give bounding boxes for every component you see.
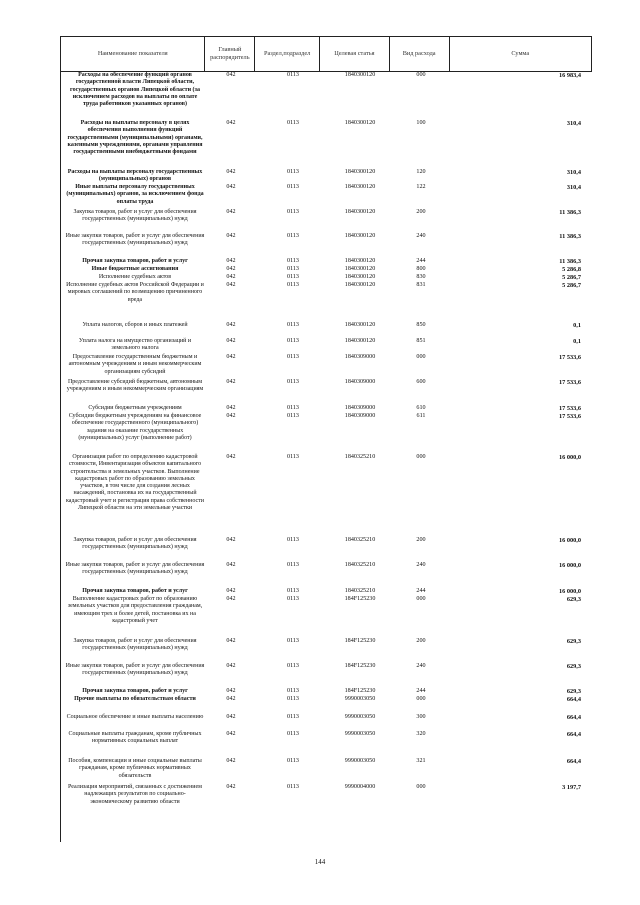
row-section: 0113 [287, 454, 299, 460]
row-type: 611 [416, 413, 426, 419]
row-article: 1840300120 [344, 274, 376, 280]
row-sum: 5 286,7 [562, 274, 581, 281]
row-admin: 042 [226, 454, 236, 460]
row-article: 1840325210 [344, 537, 376, 543]
row-section: 0113 [287, 588, 299, 594]
row-article: 9990003050 [344, 731, 376, 737]
row-admin: 042 [226, 405, 236, 411]
row-article: 9990003050 [344, 714, 376, 720]
row-type: 122 [416, 184, 426, 190]
row-sum: 17 533,6 [558, 354, 581, 361]
row-sum: 0,1 [573, 338, 581, 345]
row-type: 600 [416, 379, 426, 385]
row-section: 0113 [287, 784, 299, 790]
row-type: 300 [416, 714, 426, 720]
row-type: 244 [416, 588, 426, 594]
row-name: Расходы на обеспечение функций органов государственной власти Липецкой области, государственных органов Липецкой области (за исключением расходов на выплаты по оплате труда работников указанных органов) [70, 72, 200, 108]
row-name: Пособия, компенсации и иные социальные выплаты гражданам, кроме публичных нормативных обязательств [68, 758, 202, 779]
row-sum: 664,4 [566, 758, 581, 765]
row-sum: 3 197,7 [562, 784, 581, 791]
row-type: 830 [416, 274, 426, 280]
row-sum: 16 000,0 [558, 562, 581, 569]
row-type: 200 [416, 537, 426, 543]
row-name: Уплата налогов, сборов и иных платежей [82, 322, 188, 328]
row-type: 320 [416, 731, 426, 737]
row-type: 120 [416, 169, 426, 175]
row-section: 0113 [287, 379, 299, 385]
row-name: Закупка товаров, работ и услуг для обеспечения государственных (муниципальных) нужд [73, 537, 197, 551]
row-admin: 042 [226, 588, 236, 594]
row-section: 0113 [287, 663, 299, 669]
row-name: Исполнение судебных актов [98, 274, 172, 280]
row-name: Расходы на выплаты персоналу в целях обеспечения выполнения функций государственными (муниципальными) органами, казенными учреждениями, органами управления государственными внебюджетными фондами [67, 120, 203, 156]
row-type: 850 [416, 322, 426, 328]
row-article: 9990004000 [344, 784, 376, 790]
row-name: Организация работ по определению кадастровой стоимости, Инвентаризация объектов капитального строительства и земельных участков. Выполнение кадастровых работ по образованию земельных участков, в том числе для создания лесных насаждений, постановка их на государственный кадастровый учет и регистрация права собственности Липецкой области на эти земельные участки [65, 454, 204, 512]
row-admin: 042 [226, 537, 236, 543]
row-admin: 042 [226, 663, 236, 669]
row-admin: 042 [226, 596, 236, 602]
row-section: 0113 [287, 638, 299, 644]
row-name: Субсидии бюджетным учреждениям [88, 405, 182, 411]
row-article: 9990003050 [344, 758, 376, 764]
row-name: Предоставление государственным бюджетным и автономным учреждениям и иным некоммерческим организациям субсидий [68, 354, 202, 375]
header-article: Целевая статья [320, 37, 390, 71]
row-name: Реализация мероприятий, связанных с достижением надлежащих результатов по социально-экономическому развитию области [68, 784, 202, 805]
row-type: 000 [416, 454, 426, 460]
row-section: 0113 [287, 322, 299, 328]
row-section: 0113 [287, 596, 299, 602]
row-sum: 11 386,3 [559, 233, 581, 240]
row-section: 0113 [287, 258, 299, 264]
row-section: 0113 [287, 274, 299, 280]
row-sum: 11 386,3 [559, 209, 581, 216]
row-article: 1840300120 [344, 184, 376, 190]
row-sum: 17 533,6 [558, 413, 581, 420]
row-name: Иные выплаты персоналу государственных (муниципальных) органов, за исключением фонда оплаты труда [66, 184, 204, 205]
table-body [60, 72, 592, 842]
row-sum: 16 000,0 [558, 588, 581, 595]
row-article: 1840325210 [344, 588, 376, 594]
row-admin: 042 [226, 258, 236, 264]
row-type: 831 [416, 282, 426, 288]
row-sum: 310,4 [566, 169, 581, 176]
row-article: 1840300120 [344, 72, 376, 78]
header-admin: Главный распорядитель [205, 37, 255, 71]
row-admin: 042 [226, 338, 236, 344]
row-name: Прочие выплаты по обязательствам области [74, 696, 196, 702]
row-admin: 042 [226, 266, 236, 272]
row-section: 0113 [287, 696, 299, 702]
row-article: 1840325210 [344, 454, 376, 460]
row-type: 321 [416, 758, 426, 764]
row-name: Прочая закупка товаров, работ и услуг [82, 688, 188, 694]
header-section: Раздел,подраздел [255, 37, 320, 71]
row-admin: 042 [226, 184, 236, 190]
row-type: 000 [416, 72, 426, 78]
row-type: 000 [416, 354, 426, 360]
row-admin: 042 [226, 758, 236, 764]
header-sum: Сумма [511, 50, 530, 58]
row-sum: 629,3 [566, 638, 581, 645]
row-article: 1840309000 [344, 413, 376, 419]
row-article: 1840309000 [344, 405, 376, 411]
row-section: 0113 [287, 233, 299, 239]
row-name: Субсидии бюджетным учреждениям на финансовое обеспечение государственного (муниципального) задания на оказание государственных (муниципальных) услуг (выполнение работ) [68, 413, 202, 441]
row-name: Расходы на выплаты персоналу государственных (муниципальных) органов [67, 169, 203, 183]
row-article: 9990003050 [344, 696, 376, 702]
row-type: 244 [416, 258, 426, 264]
row-admin: 042 [226, 688, 236, 694]
row-section: 0113 [287, 714, 299, 720]
row-sum: 11 386,3 [559, 258, 581, 265]
row-article: 184F125230 [344, 638, 376, 644]
row-name: Иные закупки товаров, работ и услуг для обеспечения государственных (муниципальных) нужд [65, 233, 205, 247]
row-type: 610 [416, 405, 426, 411]
row-article: 1840300120 [344, 338, 376, 344]
row-admin: 042 [226, 354, 236, 360]
row-sum: 664,4 [566, 696, 581, 703]
row-name: Исполнение судебных актов Российской Федерации и мировых соглашений по возмещению причиненного вреда [66, 282, 204, 303]
row-section: 0113 [287, 758, 299, 764]
row-article: 184F125230 [344, 663, 376, 669]
page-number: 144 [314, 858, 326, 866]
row-type: 800 [416, 266, 426, 272]
row-admin: 042 [226, 731, 236, 737]
row-admin: 042 [226, 209, 236, 215]
row-section: 0113 [287, 354, 299, 360]
row-type: 000 [416, 696, 426, 702]
row-sum: 16 000,0 [558, 537, 581, 544]
row-article: 1840309000 [344, 379, 376, 385]
row-admin: 042 [226, 413, 236, 419]
row-sum: 310,4 [566, 120, 581, 127]
row-admin: 042 [226, 233, 236, 239]
row-section: 0113 [287, 169, 299, 175]
row-type: 240 [416, 562, 426, 568]
row-admin: 042 [226, 784, 236, 790]
row-article: 1840300120 [344, 258, 376, 264]
row-sum: 0,1 [573, 322, 581, 329]
row-section: 0113 [287, 413, 299, 419]
row-section: 0113 [287, 731, 299, 737]
row-sum: 16 983,4 [558, 72, 581, 79]
row-section: 0113 [287, 72, 299, 78]
row-article: 1840325210 [344, 562, 376, 568]
row-type: 851 [416, 338, 426, 344]
row-type: 000 [416, 784, 426, 790]
row-type: 244 [416, 688, 426, 694]
table-header [60, 36, 592, 72]
row-name: Социальные выплаты гражданам, кроме публичных нормативных социальных выплат [68, 731, 202, 745]
row-sum: 664,4 [566, 731, 581, 738]
row-name: Выполнение кадастровых работ по образованию земельных участков для предоставления гражданам, имеющим трех и более детей, постановка их на кадастровый учет [67, 596, 203, 624]
row-name: Уплата налога на имущество организаций и земельного налога [78, 338, 192, 352]
row-sum: 5 286,8 [562, 266, 581, 273]
row-section: 0113 [287, 209, 299, 215]
row-name: Закупка товаров, работ и услуг для обеспечения государственных (муниципальных) нужд [73, 209, 197, 223]
row-section: 0113 [287, 537, 299, 543]
row-article: 184F125230 [344, 596, 376, 602]
row-article: 1840300120 [344, 120, 376, 126]
row-type: 200 [416, 209, 426, 215]
row-sum: 664,4 [566, 714, 581, 721]
row-name: Прочая закупка товаров, работ и услуг [82, 258, 188, 264]
row-type: 200 [416, 638, 426, 644]
row-sum: 629,3 [566, 596, 581, 603]
row-article: 184F125230 [344, 688, 376, 694]
row-name: Социальное обеспечение и иные выплаты населению [66, 714, 204, 720]
row-admin: 042 [226, 696, 236, 702]
row-admin: 042 [226, 169, 236, 175]
row-article: 1840309000 [344, 354, 376, 360]
row-name: Прочая закупка товаров, работ и услуг [82, 588, 188, 594]
row-type: 240 [416, 663, 426, 669]
row-name: Закупка товаров, работ и услуг для обеспечения государственных (муниципальных) нужд [73, 638, 197, 652]
row-type: 240 [416, 233, 426, 239]
row-section: 0113 [287, 338, 299, 344]
row-name: Иные закупки товаров, работ и услуг для обеспечения государственных (муниципальных) нужд [65, 663, 205, 677]
row-sum: 310,4 [566, 184, 581, 191]
row-section: 0113 [287, 688, 299, 694]
row-sum: 16 000,0 [558, 454, 581, 461]
row-article: 1840300120 [344, 322, 376, 328]
row-admin: 042 [226, 714, 236, 720]
row-admin: 042 [226, 72, 236, 78]
row-name: Иные бюджетные ассигнования [91, 266, 179, 272]
row-admin: 042 [226, 274, 236, 280]
row-article: 1840300120 [344, 266, 376, 272]
row-admin: 042 [226, 379, 236, 385]
row-sum: 629,3 [566, 688, 581, 695]
row-section: 0113 [287, 282, 299, 288]
row-type: 100 [416, 120, 426, 126]
row-article: 1840300120 [344, 233, 376, 239]
row-article: 1840300120 [344, 169, 376, 175]
row-section: 0113 [287, 562, 299, 568]
row-section: 0113 [287, 184, 299, 190]
row-admin: 042 [226, 282, 236, 288]
row-section: 0113 [287, 120, 299, 126]
row-article: 1840300120 [344, 209, 376, 215]
row-sum: 17 533,6 [558, 379, 581, 386]
row-sum: 17 533,6 [558, 405, 581, 412]
row-sum: 629,3 [566, 663, 581, 670]
row-admin: 042 [226, 120, 236, 126]
row-type: 000 [416, 596, 426, 602]
row-admin: 042 [226, 638, 236, 644]
row-article: 1840300120 [344, 282, 376, 288]
header-name: Наименование показателя [61, 37, 205, 71]
row-admin: 042 [226, 562, 236, 568]
row-name: Предоставление субсидий бюджетным, автономным учреждениям и иным некоммерческим организациям [66, 379, 204, 393]
row-section: 0113 [287, 405, 299, 411]
row-sum: 5 286,7 [562, 282, 581, 289]
row-admin: 042 [226, 322, 236, 328]
row-section: 0113 [287, 266, 299, 272]
header-type: Вид расхода [390, 37, 450, 71]
row-name: Иные закупки товаров, работ и услуг для обеспечения государственных (муниципальных) нужд [65, 562, 205, 576]
